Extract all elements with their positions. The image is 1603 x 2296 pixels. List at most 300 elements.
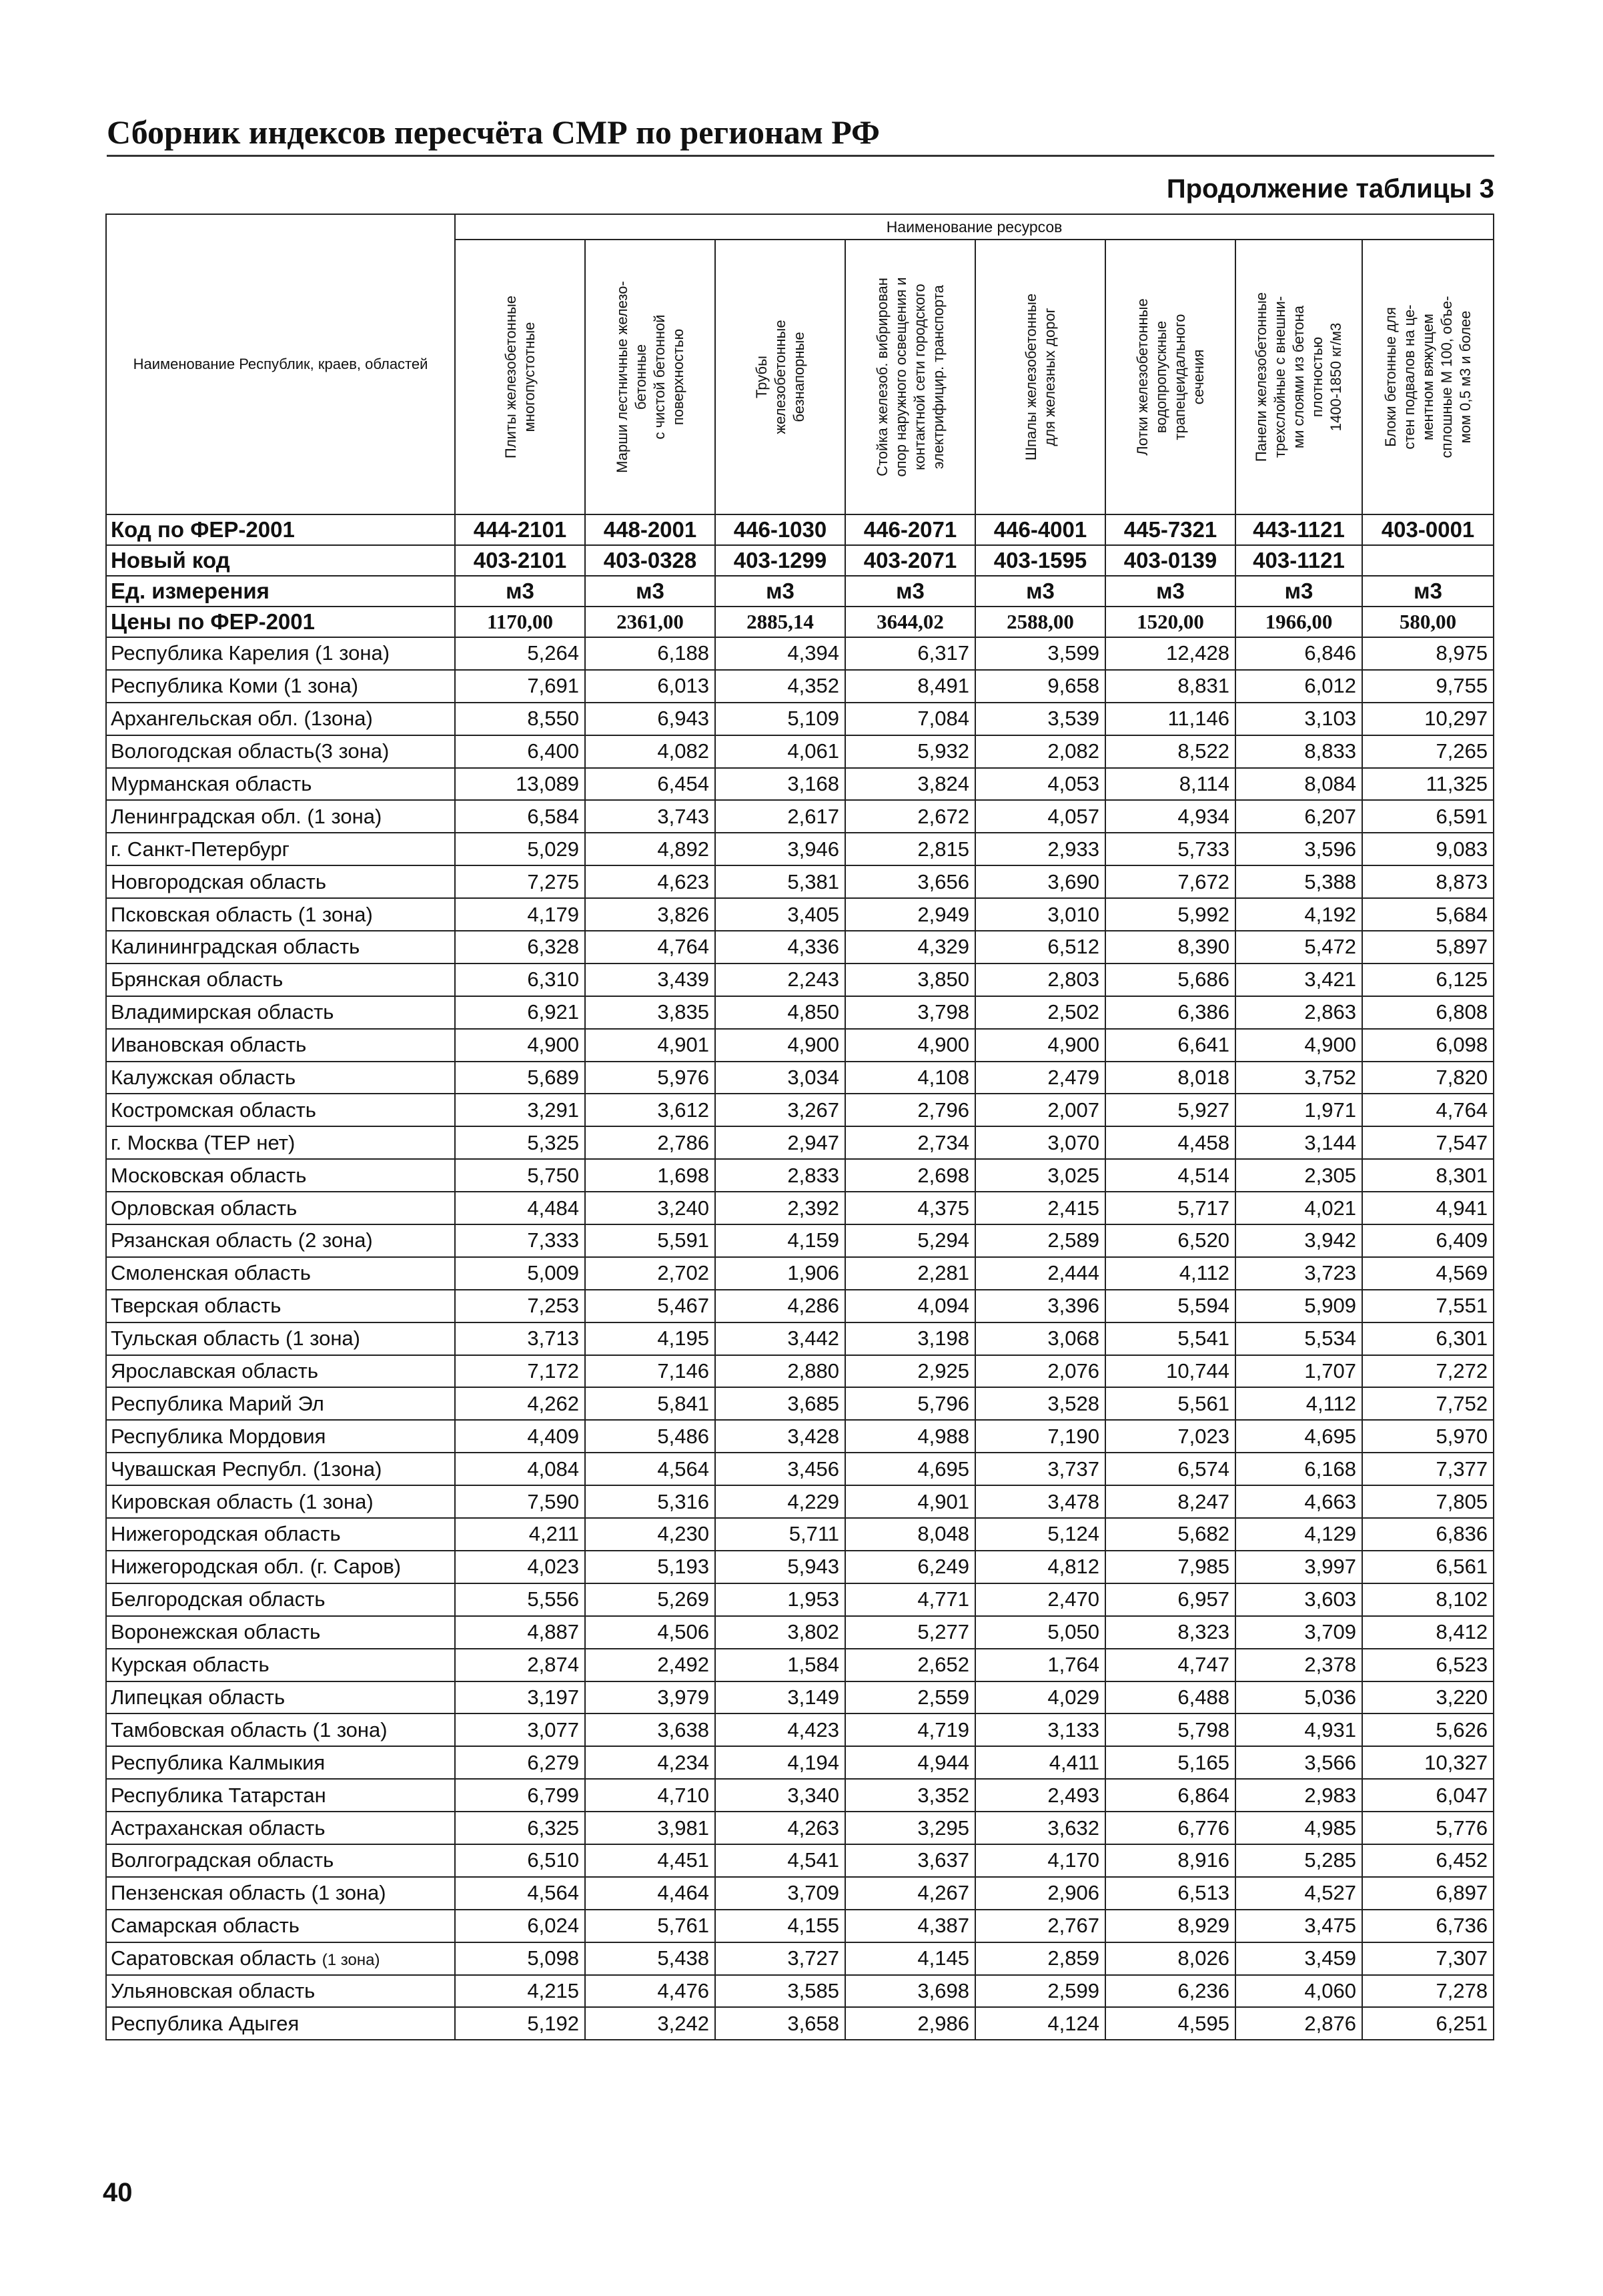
value-cell: 5,626 — [1362, 1713, 1494, 1746]
row-label-text: Новгородская область — [111, 869, 327, 893]
row-label — [106, 1192, 455, 1224]
value-cell: 4,329 — [845, 931, 975, 964]
value-cell: 3,456 — [715, 1453, 845, 1485]
value-cell: 4,029 — [975, 1681, 1105, 1714]
row-label — [106, 768, 455, 801]
value-cell: 4,409 — [455, 1420, 585, 1453]
row-label — [106, 1322, 455, 1355]
value-cell: 4,464 — [585, 1877, 715, 1910]
value-cell: 7,985 — [1105, 1551, 1235, 1583]
value-cell: 3,070 — [975, 1126, 1105, 1159]
value-cell: 6,776 — [1105, 1812, 1235, 1844]
column-header-line: Шпалы железобетонные — [1022, 293, 1039, 461]
value-cell: 6,488 — [1105, 1681, 1235, 1714]
value-cell: 6,736 — [1362, 1910, 1494, 1942]
value-cell: 5,264 — [455, 637, 585, 670]
row-label — [106, 1094, 455, 1126]
value-cell: 5,711 — [715, 1518, 845, 1551]
value-cell: 7,172 — [455, 1355, 585, 1388]
row-label — [106, 1485, 455, 1518]
value-cell: 4,892 — [585, 833, 715, 865]
resource-column-header — [715, 240, 845, 514]
value-cell: 3,690 — [975, 865, 1105, 898]
column-header-text — [752, 246, 809, 508]
group-header-row — [106, 214, 1494, 240]
region-row — [106, 1649, 1494, 1681]
value-cell: 3,981 — [585, 1812, 715, 1844]
column-header-line: контактной сети городского — [911, 284, 928, 470]
value-cell: 2,392 — [715, 1192, 845, 1224]
value-cell: 7,333 — [455, 1224, 585, 1257]
value-cell: 5,689 — [455, 1062, 585, 1094]
value-cell: 6,409 — [1362, 1224, 1494, 1257]
value-cell: 4,458 — [1105, 1126, 1235, 1159]
value-cell: 5,556 — [455, 1583, 585, 1616]
value-cell: 5,776 — [1362, 1812, 1494, 1844]
column-header-line: сечения — [1189, 349, 1207, 405]
value-cell: 5,682 — [1105, 1518, 1235, 1551]
value-cell: 5,124 — [975, 1518, 1105, 1551]
value-cell: 7,253 — [455, 1290, 585, 1322]
value-cell: 5,761 — [585, 1910, 715, 1942]
region-row — [106, 1094, 1494, 1126]
value-cell: 2,007 — [975, 1094, 1105, 1126]
row-label — [106, 1387, 455, 1420]
row-label — [106, 1126, 455, 1159]
value-cell: 446-1030 — [715, 514, 845, 545]
row-label-text: Нижегородская обл. (г. Саров) — [111, 1555, 402, 1579]
value-cell: 8,390 — [1105, 931, 1235, 964]
value-cell: 2,502 — [975, 996, 1105, 1029]
region-row — [106, 1616, 1494, 1649]
value-cell: 7,023 — [1105, 1420, 1235, 1453]
value-cell: 3,709 — [715, 1877, 845, 1910]
value-cell: 5,109 — [715, 703, 845, 735]
value-cell: 5,897 — [1362, 931, 1494, 964]
value-cell: 4,129 — [1235, 1518, 1362, 1551]
value-cell: 3,685 — [715, 1387, 845, 1420]
row-label — [106, 1583, 455, 1616]
row-label — [106, 996, 455, 1029]
value-cell: 5,932 — [845, 735, 975, 768]
value-cell: 4,934 — [1105, 800, 1235, 833]
region-row — [106, 1485, 1494, 1518]
value-cell: м3 — [715, 576, 845, 607]
row-label — [106, 1355, 455, 1388]
value-cell: 5,992 — [1105, 898, 1235, 931]
value-cell: 446-4001 — [975, 514, 1105, 545]
row-label-text: Саратовская область — [111, 1946, 317, 1970]
value-cell: 6,836 — [1362, 1518, 1494, 1551]
row-label-text: Тульская область (1 зона) — [111, 1326, 360, 1351]
value-cell: 5,943 — [715, 1551, 845, 1583]
value-cell: 4,901 — [585, 1029, 715, 1062]
row-label-text: Ед. измерения — [111, 579, 270, 603]
region-row — [106, 2007, 1494, 2040]
value-cell: 3,824 — [845, 768, 975, 801]
region-row — [106, 1713, 1494, 1746]
value-cell: 1520,00 — [1105, 607, 1235, 637]
value-cell: 5,686 — [1105, 964, 1235, 996]
row-label-text: Брянская область — [111, 968, 284, 992]
column-header-line: для железных дорог — [1041, 308, 1058, 446]
value-cell: 8,522 — [1105, 735, 1235, 768]
row-label-text: Липецкая область — [111, 1685, 286, 1709]
value-cell: 403-2071 — [845, 545, 975, 576]
value-cell: 6,561 — [1362, 1551, 1494, 1583]
meta-row — [106, 576, 1494, 607]
region-row — [106, 1518, 1494, 1551]
value-cell: 8,831 — [1105, 670, 1235, 703]
value-cell: 4,084 — [455, 1453, 585, 1485]
row-label — [106, 833, 455, 865]
value-cell: 2,698 — [845, 1159, 975, 1192]
value-cell: 3,599 — [975, 637, 1105, 670]
value-cell: 7,272 — [1362, 1355, 1494, 1388]
row-label — [106, 1877, 455, 1910]
value-cell: 6,386 — [1105, 996, 1235, 1029]
value-cell: м3 — [845, 576, 975, 607]
value-cell: 5,541 — [1105, 1322, 1235, 1355]
value-cell: 448-2001 — [585, 514, 715, 545]
value-cell: 7,278 — [1362, 1975, 1494, 2008]
value-cell: 4,541 — [715, 1844, 845, 1877]
value-cell: 6,251 — [1362, 2007, 1494, 2040]
table-caption: Продолжение таблицы 3 — [1166, 174, 1494, 204]
value-cell: 2,378 — [1235, 1649, 1362, 1681]
value-cell: м3 — [1105, 576, 1235, 607]
value-cell: 2,859 — [975, 1942, 1105, 1975]
value-cell: 6,943 — [585, 703, 715, 735]
value-cell: 5,165 — [1105, 1746, 1235, 1779]
value-cell: 6,510 — [455, 1844, 585, 1877]
column-header-line: с чистой бетонной — [650, 314, 668, 440]
value-cell: 6,012 — [1235, 670, 1362, 703]
column-header-line: Марши лестничные железо- — [613, 281, 630, 473]
column-header-line: Трубы — [752, 356, 770, 398]
value-cell: м3 — [1235, 576, 1362, 607]
value-cell: 5,467 — [585, 1290, 715, 1322]
value-cell: 4,719 — [845, 1713, 975, 1746]
region-row — [106, 1290, 1494, 1322]
value-cell: 3,698 — [845, 1975, 975, 2008]
value-cell: 5,486 — [585, 1420, 715, 1453]
column-header-line: ми слоями из бетона — [1290, 305, 1307, 449]
value-cell: 6,584 — [455, 800, 585, 833]
row-label — [106, 1616, 455, 1649]
value-cell: 445-7321 — [1105, 514, 1235, 545]
value-cell: 2,652 — [845, 1649, 975, 1681]
value-cell: 3,197 — [455, 1681, 585, 1714]
value-cell: 3,942 — [1235, 1224, 1362, 1257]
row-label — [106, 670, 455, 703]
value-cell: 3,421 — [1235, 964, 1362, 996]
row-label — [106, 1713, 455, 1746]
value-cell: 4,286 — [715, 1290, 845, 1322]
value-cell: 11,146 — [1105, 703, 1235, 735]
value-cell: 3,723 — [1235, 1257, 1362, 1290]
row-label — [106, 1453, 455, 1485]
value-cell: 4,476 — [585, 1975, 715, 2008]
row-label-text: Курская область — [111, 1653, 270, 1677]
value-cell: 9,083 — [1362, 833, 1494, 865]
value-cell: 6,957 — [1105, 1583, 1235, 1616]
value-cell — [1362, 545, 1494, 576]
row-label — [106, 1159, 455, 1192]
row-label — [106, 1975, 455, 2008]
row-label — [106, 2007, 455, 2040]
value-cell: 8,873 — [1362, 865, 1494, 898]
value-cell: 6,921 — [455, 996, 585, 1029]
row-label-text: Тверская область — [111, 1294, 282, 1318]
value-cell: 4,850 — [715, 996, 845, 1029]
value-cell: 403-0139 — [1105, 545, 1235, 576]
value-cell: 3,603 — [1235, 1583, 1362, 1616]
value-cell: 4,988 — [845, 1420, 975, 1453]
row-label-text: Орловская область — [111, 1196, 298, 1220]
row-label-text: Республика Татарстан — [111, 1783, 326, 1807]
value-cell: 5,294 — [845, 1224, 975, 1257]
value-cell: 6,897 — [1362, 1877, 1494, 1910]
value-cell: 3,077 — [455, 1713, 585, 1746]
value-cell: 3,798 — [845, 996, 975, 1029]
value-cell: 6,808 — [1362, 996, 1494, 1029]
row-label — [106, 1224, 455, 1257]
column-header-line: многопустотные — [520, 322, 538, 432]
value-cell: 3,946 — [715, 833, 845, 865]
value-cell: 8,018 — [1105, 1062, 1235, 1094]
value-cell: 3,340 — [715, 1779, 845, 1812]
value-cell: 3,295 — [845, 1812, 975, 1844]
row-label-text: Воронежская область — [111, 1620, 321, 1644]
value-cell: 7,805 — [1362, 1485, 1494, 1518]
value-cell: 5,733 — [1105, 833, 1235, 865]
region-row — [106, 1583, 1494, 1616]
region-row — [106, 1910, 1494, 1942]
row-label — [106, 865, 455, 898]
value-cell: 5,591 — [585, 1224, 715, 1257]
value-cell: 3,743 — [585, 800, 715, 833]
value-cell: 6,799 — [455, 1779, 585, 1812]
value-cell: 4,124 — [975, 2007, 1105, 2040]
page-title: Сборник индексов пересчёта СМР по регионам РФ — [107, 113, 880, 151]
value-cell: 3,405 — [715, 898, 845, 931]
value-cell: 5,927 — [1105, 1094, 1235, 1126]
value-cell: 403-1121 — [1235, 545, 1362, 576]
value-cell: 6,512 — [975, 931, 1105, 964]
value-cell: 4,170 — [975, 1844, 1105, 1877]
value-cell: 3,737 — [975, 1453, 1105, 1485]
row-label — [106, 800, 455, 833]
value-cell: 4,931 — [1235, 1713, 1362, 1746]
value-cell: 6,279 — [455, 1746, 585, 1779]
region-row — [106, 1322, 1494, 1355]
value-cell: 3,478 — [975, 1485, 1105, 1518]
page-number: 40 — [103, 2178, 133, 2207]
region-row — [106, 1812, 1494, 1844]
resource-column-header — [845, 240, 975, 514]
value-cell: 8,412 — [1362, 1616, 1494, 1649]
value-cell: 3,168 — [715, 768, 845, 801]
value-cell: 6,513 — [1105, 1877, 1235, 1910]
value-cell: 8,247 — [1105, 1485, 1235, 1518]
value-cell: 4,375 — [845, 1192, 975, 1224]
value-cell: 3,835 — [585, 996, 715, 1029]
value-cell: 4,021 — [1235, 1192, 1362, 1224]
row-label-text: Белгородская область — [111, 1587, 326, 1611]
value-cell: 1170,00 — [455, 607, 585, 637]
value-cell: 7,590 — [455, 1485, 585, 1518]
value-cell: 1,698 — [585, 1159, 715, 1192]
value-cell: 5,029 — [455, 833, 585, 865]
resource-group-header: Наименование ресурсов — [455, 214, 1494, 240]
value-cell: 6,641 — [1105, 1029, 1235, 1062]
region-row — [106, 703, 1494, 735]
row-label — [106, 576, 455, 607]
value-cell: 6,188 — [585, 637, 715, 670]
row-label-text: Новый код — [111, 548, 230, 572]
value-cell: 3,242 — [585, 2007, 715, 2040]
value-cell: 2,947 — [715, 1126, 845, 1159]
value-cell: 7,547 — [1362, 1126, 1494, 1159]
row-label-text: Мурманская область — [111, 772, 312, 795]
value-cell: 3,267 — [715, 1094, 845, 1126]
value-cell: 5,798 — [1105, 1713, 1235, 1746]
value-cell: 4,387 — [845, 1910, 975, 1942]
column-header-line: Панели железобетонные — [1253, 292, 1269, 462]
column-header-line: Блоки бетонные для — [1382, 307, 1399, 447]
row-label-text: Цены по ФЕР-2001 — [111, 609, 315, 634]
region-row — [106, 1355, 1494, 1388]
value-cell: 3,637 — [845, 1844, 975, 1877]
value-cell: 3,638 — [585, 1713, 715, 1746]
region-row — [106, 800, 1494, 833]
value-cell: 10,297 — [1362, 703, 1494, 735]
region-row — [106, 1126, 1494, 1159]
value-cell: 5,381 — [715, 865, 845, 898]
value-cell: 9,658 — [975, 670, 1105, 703]
column-header-line: Лотки железобетонные — [1133, 298, 1151, 456]
value-cell: 8,026 — [1105, 1942, 1235, 1975]
value-cell: 6,168 — [1235, 1453, 1362, 1485]
value-cell: 2,617 — [715, 800, 845, 833]
row-label-text: Архангельская обл. (1зона) — [111, 707, 373, 731]
value-cell: 3,475 — [1235, 1910, 1362, 1942]
value-cell: 5,534 — [1235, 1322, 1362, 1355]
value-cell: 3,713 — [455, 1322, 585, 1355]
column-header-text — [1022, 246, 1059, 508]
value-cell: 8,833 — [1235, 735, 1362, 768]
value-cell: 7,691 — [455, 670, 585, 703]
value-cell: 2,479 — [975, 1062, 1105, 1094]
region-row — [106, 1453, 1494, 1485]
region-row — [106, 865, 1494, 898]
value-cell: 7,307 — [1362, 1942, 1494, 1975]
value-cell: 4,985 — [1235, 1812, 1362, 1844]
row-label — [106, 1812, 455, 1844]
value-cell: 8,084 — [1235, 768, 1362, 801]
row-label — [106, 964, 455, 996]
value-cell: 2,444 — [975, 1257, 1105, 1290]
value-cell: 403-1299 — [715, 545, 845, 576]
value-cell: 2,876 — [1235, 2007, 1362, 2040]
value-cell: 5,970 — [1362, 1420, 1494, 1453]
value-cell: м3 — [1362, 576, 1494, 607]
row-label — [106, 703, 455, 735]
row-label — [106, 607, 455, 637]
value-cell: 444-2101 — [455, 514, 585, 545]
value-cell: 8,491 — [845, 670, 975, 703]
column-header-line: Стойка железоб. вибрирован — [873, 278, 891, 476]
region-row — [106, 735, 1494, 768]
column-header-text — [1252, 246, 1346, 508]
value-cell: м3 — [975, 576, 1105, 607]
value-cell: 2,076 — [975, 1355, 1105, 1388]
price-row — [106, 607, 1494, 637]
value-cell: 3,850 — [845, 964, 975, 996]
row-label — [106, 514, 455, 545]
region-row — [106, 996, 1494, 1029]
value-cell: 4,263 — [715, 1812, 845, 1844]
value-cell: 2,796 — [845, 1094, 975, 1126]
value-cell: 13,089 — [455, 768, 585, 801]
value-cell: 2,803 — [975, 964, 1105, 996]
row-label — [106, 1779, 455, 1812]
value-cell: 4,941 — [1362, 1192, 1494, 1224]
value-cell: 5,316 — [585, 1485, 715, 1518]
column-header-line: поверхностью — [669, 328, 686, 426]
value-cell: 2,082 — [975, 735, 1105, 768]
row-label-text: г. Москва (ТЕР нет) — [111, 1130, 296, 1154]
value-cell: 4,211 — [455, 1518, 585, 1551]
column-header-line: 1400-1850 кг/м3 — [1327, 322, 1344, 432]
value-cell: 11,325 — [1362, 768, 1494, 801]
value-cell: 4,215 — [455, 1975, 585, 2008]
value-cell: 3,658 — [715, 2007, 845, 2040]
column-header-line: ментном вяжущем — [1419, 314, 1436, 440]
row-label — [106, 1029, 455, 1062]
value-cell: 1,584 — [715, 1649, 845, 1681]
column-header-line: мом 0,5 м3 и более — [1456, 310, 1474, 444]
value-cell: 6,864 — [1105, 1779, 1235, 1812]
value-cell: 5,192 — [455, 2007, 585, 2040]
column-header-line: электрифицир. транспорта — [929, 285, 947, 469]
value-cell: 2,986 — [845, 2007, 975, 2040]
value-cell: 2,767 — [975, 1910, 1105, 1942]
value-cell: 4,900 — [1235, 1029, 1362, 1062]
row-label-text: Калужская область — [111, 1066, 296, 1090]
value-cell: 6,846 — [1235, 637, 1362, 670]
value-cell: 6,317 — [845, 637, 975, 670]
value-cell: 3,291 — [455, 1094, 585, 1126]
row-label — [106, 1746, 455, 1779]
region-column-header: Наименование Республик, краев, областей — [106, 214, 455, 514]
row-label — [106, 1910, 455, 1942]
value-cell: 5,841 — [585, 1387, 715, 1420]
row-label — [106, 545, 455, 576]
row-label-text: г. Санкт-Петербург — [111, 837, 290, 861]
row-label-text: Астраханская область — [111, 1816, 326, 1840]
value-cell: 3,632 — [975, 1812, 1105, 1844]
value-cell: 4,514 — [1105, 1159, 1235, 1192]
value-cell: 3,428 — [715, 1420, 845, 1453]
region-row — [106, 1746, 1494, 1779]
column-header-line: водопропускные — [1152, 320, 1169, 434]
value-cell: 3,539 — [975, 703, 1105, 735]
value-cell: 6,236 — [1105, 1975, 1235, 2008]
value-cell: 4,423 — [715, 1713, 845, 1746]
value-cell: 4,230 — [585, 1518, 715, 1551]
